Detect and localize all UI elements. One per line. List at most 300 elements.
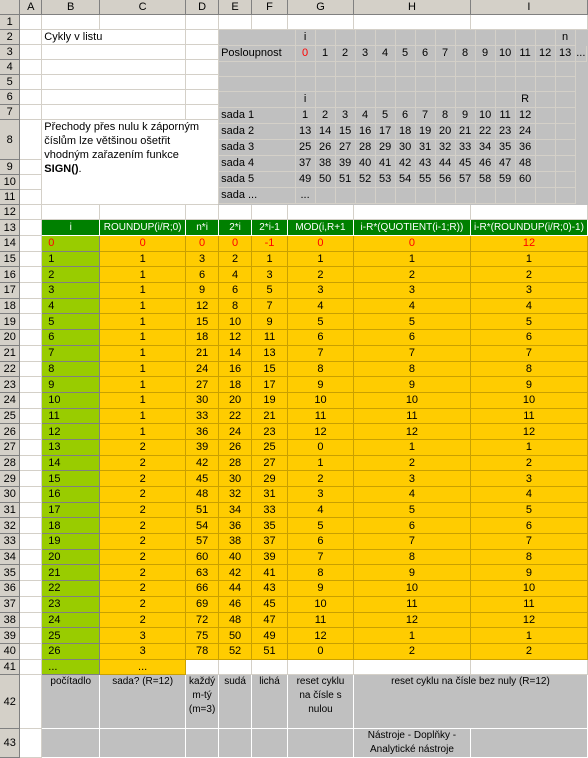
- counter-cell[interactable]: 19: [42, 534, 100, 550]
- value-cell[interactable]: 9: [288, 581, 354, 597]
- value-cell[interactable]: 1: [100, 408, 186, 424]
- value-cell[interactable]: 37: [252, 534, 288, 550]
- cell[interactable]: [186, 205, 219, 220]
- value-cell[interactable]: 28: [219, 455, 252, 471]
- value-cell[interactable]: 34: [219, 502, 252, 518]
- column-header-c[interactable]: C: [100, 0, 186, 15]
- counter-cell[interactable]: 14: [42, 455, 100, 471]
- value-cell[interactable]: 47: [252, 612, 288, 628]
- value-cell[interactable]: 1: [353, 251, 470, 267]
- value-cell[interactable]: 45: [252, 596, 288, 612]
- value-cell[interactable]: 12: [288, 424, 354, 440]
- value-cell[interactable]: 0: [100, 236, 186, 252]
- value-cell[interactable]: 17: [252, 377, 288, 393]
- cell[interactable]: [20, 643, 42, 659]
- cell[interactable]: [20, 45, 42, 60]
- counter-cell[interactable]: 25: [42, 628, 100, 644]
- counter-cell[interactable]: 6: [42, 330, 100, 346]
- counter-cell[interactable]: 8: [42, 361, 100, 377]
- cell[interactable]: [42, 105, 186, 120]
- value-cell[interactable]: 57: [186, 534, 219, 550]
- counter-cell[interactable]: 23: [42, 596, 100, 612]
- value-cell[interactable]: 2: [100, 565, 186, 581]
- value-cell[interactable]: 3: [353, 283, 470, 299]
- cell[interactable]: [20, 439, 42, 455]
- value-cell[interactable]: 0: [288, 643, 354, 659]
- value-cell[interactable]: 75: [186, 628, 219, 644]
- value-cell[interactable]: [252, 659, 288, 675]
- cell[interactable]: [20, 471, 42, 487]
- value-cell[interactable]: 2: [353, 267, 470, 283]
- value-cell[interactable]: 8: [353, 361, 470, 377]
- value-cell[interactable]: 5: [252, 283, 288, 299]
- row-header[interactable]: 33: [0, 534, 20, 550]
- value-cell[interactable]: 9: [252, 314, 288, 330]
- value-cell[interactable]: [288, 659, 354, 675]
- value-cell[interactable]: 1: [100, 298, 186, 314]
- cell[interactable]: [219, 205, 252, 220]
- cell[interactable]: [20, 30, 42, 45]
- value-cell[interactable]: 39: [252, 549, 288, 565]
- value-cell[interactable]: 4: [219, 267, 252, 283]
- value-cell[interactable]: 45: [186, 471, 219, 487]
- value-cell[interactable]: 9: [186, 283, 219, 299]
- row-header[interactable]: 38: [0, 612, 20, 628]
- counter-cell[interactable]: 20: [42, 549, 100, 565]
- value-cell[interactable]: 52: [219, 643, 252, 659]
- value-cell[interactable]: 42: [186, 455, 219, 471]
- counter-cell[interactable]: 26: [42, 643, 100, 659]
- value-cell[interactable]: [186, 659, 219, 675]
- value-cell[interactable]: 0: [186, 236, 219, 252]
- cell[interactable]: [20, 518, 42, 534]
- cell[interactable]: [20, 75, 42, 90]
- cell[interactable]: [252, 205, 288, 220]
- counter-cell[interactable]: 11: [42, 408, 100, 424]
- cell[interactable]: [42, 205, 100, 220]
- counter-cell[interactable]: 12: [42, 424, 100, 440]
- cell[interactable]: [20, 455, 42, 471]
- value-cell[interactable]: 27: [186, 377, 219, 393]
- value-cell[interactable]: 36: [219, 518, 252, 534]
- row-header[interactable]: 15: [0, 251, 20, 267]
- value-cell[interactable]: 63: [186, 565, 219, 581]
- row-header[interactable]: 21: [0, 345, 20, 361]
- cell[interactable]: [20, 190, 42, 205]
- value-cell[interactable]: 32: [219, 487, 252, 503]
- value-cell[interactable]: 3: [100, 643, 186, 659]
- value-cell[interactable]: 4: [470, 298, 587, 314]
- row-header[interactable]: 16: [0, 267, 20, 283]
- row-header[interactable]: 25: [0, 408, 20, 424]
- value-cell[interactable]: 29: [252, 471, 288, 487]
- cell[interactable]: [42, 15, 100, 30]
- value-cell[interactable]: 20: [219, 392, 252, 408]
- value-cell[interactable]: 1: [252, 251, 288, 267]
- value-cell[interactable]: 9: [353, 565, 470, 581]
- value-cell[interactable]: 7: [353, 345, 470, 361]
- value-cell[interactable]: 10: [288, 392, 354, 408]
- value-cell[interactable]: 2: [100, 518, 186, 534]
- cell[interactable]: [186, 30, 219, 45]
- value-cell[interactable]: 4: [288, 298, 354, 314]
- value-cell[interactable]: 1: [100, 361, 186, 377]
- value-cell[interactable]: 10: [288, 596, 354, 612]
- value-cell[interactable]: 2: [100, 439, 186, 455]
- value-cell[interactable]: 1: [353, 439, 470, 455]
- row-header[interactable]: 11: [0, 190, 20, 205]
- value-cell[interactable]: 41: [252, 565, 288, 581]
- cell[interactable]: [20, 205, 42, 220]
- value-cell[interactable]: 2: [100, 455, 186, 471]
- cell[interactable]: [252, 15, 288, 30]
- value-cell[interactable]: 19: [252, 392, 288, 408]
- value-cell[interactable]: 5: [353, 314, 470, 330]
- value-cell[interactable]: 60: [186, 549, 219, 565]
- value-cell[interactable]: 11: [353, 596, 470, 612]
- value-cell[interactable]: 8: [470, 361, 587, 377]
- cell[interactable]: [20, 105, 42, 120]
- cell[interactable]: [20, 251, 42, 267]
- value-cell[interactable]: 1: [353, 628, 470, 644]
- value-cell[interactable]: 43: [252, 581, 288, 597]
- value-cell[interactable]: 0: [288, 439, 354, 455]
- cell[interactable]: [20, 424, 42, 440]
- value-cell[interactable]: 4: [353, 487, 470, 503]
- value-cell[interactable]: 13: [252, 345, 288, 361]
- counter-cell[interactable]: ...: [42, 659, 100, 675]
- cell[interactable]: [20, 60, 42, 75]
- cell[interactable]: [20, 283, 42, 299]
- row-header[interactable]: 20: [0, 330, 20, 346]
- cell[interactable]: [20, 675, 42, 729]
- value-cell[interactable]: 8: [470, 549, 587, 565]
- counter-cell[interactable]: 21: [42, 565, 100, 581]
- counter-cell[interactable]: 24: [42, 612, 100, 628]
- counter-cell[interactable]: 4: [42, 298, 100, 314]
- counter-cell[interactable]: 9: [42, 377, 100, 393]
- value-cell[interactable]: 7: [470, 534, 587, 550]
- value-cell[interactable]: 6: [470, 330, 587, 346]
- value-cell[interactable]: 15: [186, 314, 219, 330]
- value-cell[interactable]: 2: [288, 267, 354, 283]
- value-cell[interactable]: 1: [100, 345, 186, 361]
- value-cell[interactable]: 5: [353, 502, 470, 518]
- row-header[interactable]: 43: [0, 729, 20, 758]
- row-header[interactable]: 27: [0, 439, 20, 455]
- value-cell[interactable]: 48: [219, 612, 252, 628]
- value-cell[interactable]: 15: [252, 361, 288, 377]
- value-cell[interactable]: 6: [353, 330, 470, 346]
- row-header[interactable]: 7: [0, 105, 20, 120]
- value-cell[interactable]: 2: [353, 643, 470, 659]
- value-cell[interactable]: 8: [288, 565, 354, 581]
- value-cell[interactable]: 25: [252, 439, 288, 455]
- value-cell[interactable]: 78: [186, 643, 219, 659]
- value-cell[interactable]: 33: [252, 502, 288, 518]
- value-cell[interactable]: 16: [219, 361, 252, 377]
- value-cell[interactable]: 2: [100, 487, 186, 503]
- value-cell[interactable]: 4: [353, 298, 470, 314]
- value-cell[interactable]: 3: [186, 251, 219, 267]
- column-header-g[interactable]: G: [288, 0, 354, 15]
- cell[interactable]: [20, 581, 42, 597]
- cell[interactable]: [20, 549, 42, 565]
- value-cell[interactable]: 5: [470, 314, 587, 330]
- value-cell[interactable]: 6: [288, 534, 354, 550]
- cell[interactable]: [186, 90, 219, 105]
- cell[interactable]: [20, 330, 42, 346]
- counter-cell[interactable]: 18: [42, 518, 100, 534]
- cell[interactable]: [353, 15, 470, 30]
- row-header[interactable]: 2: [0, 30, 20, 45]
- cell[interactable]: [20, 175, 42, 190]
- value-cell[interactable]: 3: [100, 628, 186, 644]
- value-cell[interactable]: 1: [100, 267, 186, 283]
- cell[interactable]: [186, 15, 219, 30]
- value-cell[interactable]: 1: [100, 424, 186, 440]
- value-cell[interactable]: 1: [100, 392, 186, 408]
- cell[interactable]: [20, 345, 42, 361]
- value-cell[interactable]: 10: [470, 581, 587, 597]
- value-cell[interactable]: 30: [219, 471, 252, 487]
- value-cell[interactable]: 27: [252, 455, 288, 471]
- cell[interactable]: [20, 502, 42, 518]
- value-cell[interactable]: 2: [100, 502, 186, 518]
- row-header[interactable]: 36: [0, 581, 20, 597]
- value-cell[interactable]: 1: [100, 377, 186, 393]
- value-cell[interactable]: 1: [470, 628, 587, 644]
- value-cell[interactable]: 26: [219, 439, 252, 455]
- cell[interactable]: [20, 534, 42, 550]
- value-cell[interactable]: 3: [353, 471, 470, 487]
- value-cell[interactable]: 21: [252, 408, 288, 424]
- value-cell[interactable]: 24: [186, 361, 219, 377]
- value-cell[interactable]: 2: [470, 267, 587, 283]
- column-header-i[interactable]: I: [470, 0, 587, 15]
- value-cell[interactable]: 5: [288, 314, 354, 330]
- value-cell[interactable]: 49: [252, 628, 288, 644]
- value-cell[interactable]: 9: [470, 377, 587, 393]
- value-cell[interactable]: 1: [100, 251, 186, 267]
- cell[interactable]: [20, 236, 42, 252]
- counter-cell[interactable]: 5: [42, 314, 100, 330]
- value-cell[interactable]: 18: [186, 330, 219, 346]
- value-cell[interactable]: 11: [288, 408, 354, 424]
- value-cell[interactable]: 36: [186, 424, 219, 440]
- value-cell[interactable]: 50: [219, 628, 252, 644]
- row-header[interactable]: 31: [0, 502, 20, 518]
- value-cell[interactable]: 51: [186, 502, 219, 518]
- value-cell[interactable]: 24: [219, 424, 252, 440]
- value-cell[interactable]: 2: [100, 471, 186, 487]
- cell[interactable]: [20, 408, 42, 424]
- value-cell[interactable]: 39: [186, 439, 219, 455]
- value-cell[interactable]: 1: [288, 251, 354, 267]
- value-cell[interactable]: ...: [100, 659, 186, 675]
- value-cell[interactable]: 72: [186, 612, 219, 628]
- cell[interactable]: [42, 60, 186, 75]
- counter-cell[interactable]: 3: [42, 283, 100, 299]
- cell[interactable]: [20, 15, 42, 30]
- value-cell[interactable]: 3: [470, 471, 587, 487]
- value-cell[interactable]: [353, 659, 470, 675]
- value-cell[interactable]: 54: [186, 518, 219, 534]
- value-cell[interactable]: 9: [288, 377, 354, 393]
- value-cell[interactable]: 8: [288, 361, 354, 377]
- cell[interactable]: [42, 75, 186, 90]
- value-cell[interactable]: 0: [353, 236, 470, 252]
- row-header[interactable]: 39: [0, 628, 20, 644]
- row-header[interactable]: 3: [0, 45, 20, 60]
- value-cell[interactable]: 3: [470, 283, 587, 299]
- value-cell[interactable]: 2: [100, 581, 186, 597]
- value-cell[interactable]: 7: [470, 345, 587, 361]
- cell[interactable]: [186, 105, 219, 120]
- value-cell[interactable]: 6: [219, 283, 252, 299]
- value-cell[interactable]: 12: [288, 628, 354, 644]
- row-header[interactable]: 18: [0, 298, 20, 314]
- cell[interactable]: [20, 565, 42, 581]
- cell[interactable]: [20, 659, 42, 675]
- row-header[interactable]: 4: [0, 60, 20, 75]
- value-cell[interactable]: 46: [219, 596, 252, 612]
- value-cell[interactable]: 4: [470, 487, 587, 503]
- value-cell[interactable]: 12: [219, 330, 252, 346]
- value-cell[interactable]: 10: [353, 581, 470, 597]
- row-header[interactable]: 30: [0, 487, 20, 503]
- value-cell[interactable]: 10: [353, 392, 470, 408]
- value-cell[interactable]: 3: [288, 283, 354, 299]
- value-cell[interactable]: 7: [252, 298, 288, 314]
- row-header[interactable]: 10: [0, 175, 20, 190]
- cell[interactable]: [288, 205, 354, 220]
- value-cell[interactable]: 12: [353, 612, 470, 628]
- value-cell[interactable]: 40: [219, 549, 252, 565]
- value-cell[interactable]: 6: [288, 330, 354, 346]
- value-cell[interactable]: 66: [186, 581, 219, 597]
- row-header[interactable]: 35: [0, 565, 20, 581]
- column-header-b[interactable]: B: [42, 0, 100, 15]
- value-cell[interactable]: 31: [252, 487, 288, 503]
- value-cell[interactable]: 6: [470, 518, 587, 534]
- value-cell[interactable]: 22: [219, 408, 252, 424]
- row-header[interactable]: 24: [0, 392, 20, 408]
- cell[interactable]: [100, 15, 186, 30]
- row-header[interactable]: 22: [0, 361, 20, 377]
- cell[interactable]: [42, 90, 186, 105]
- value-cell[interactable]: 12: [353, 424, 470, 440]
- value-cell[interactable]: 6: [353, 518, 470, 534]
- cell[interactable]: [186, 75, 219, 90]
- value-cell[interactable]: 10: [470, 392, 587, 408]
- value-cell[interactable]: 1: [288, 455, 354, 471]
- cell[interactable]: [288, 15, 354, 30]
- row-header[interactable]: 8: [0, 120, 20, 160]
- value-cell[interactable]: -1: [252, 236, 288, 252]
- value-cell[interactable]: 6: [186, 267, 219, 283]
- cell[interactable]: [470, 15, 587, 30]
- cell[interactable]: [20, 729, 42, 758]
- row-header[interactable]: 12: [0, 205, 20, 220]
- value-cell[interactable]: 23: [252, 424, 288, 440]
- select-all-corner[interactable]: [0, 0, 20, 15]
- value-cell[interactable]: 2: [100, 534, 186, 550]
- row-header[interactable]: 32: [0, 518, 20, 534]
- row-header[interactable]: 29: [0, 471, 20, 487]
- row-header[interactable]: 40: [0, 643, 20, 659]
- value-cell[interactable]: 14: [219, 345, 252, 361]
- cell[interactable]: [186, 45, 219, 60]
- row-header[interactable]: 28: [0, 455, 20, 471]
- cell[interactable]: [20, 314, 42, 330]
- value-cell[interactable]: 5: [470, 502, 587, 518]
- value-cell[interactable]: 1: [100, 314, 186, 330]
- counter-cell[interactable]: 17: [42, 502, 100, 518]
- value-cell[interactable]: 2: [219, 251, 252, 267]
- value-cell[interactable]: 69: [186, 596, 219, 612]
- value-cell[interactable]: 44: [219, 581, 252, 597]
- row-header[interactable]: 1: [0, 15, 20, 30]
- value-cell[interactable]: 2: [100, 612, 186, 628]
- row-header[interactable]: 23: [0, 377, 20, 393]
- value-cell[interactable]: 2: [470, 455, 587, 471]
- counter-cell[interactable]: 10: [42, 392, 100, 408]
- value-cell[interactable]: 4: [288, 502, 354, 518]
- cell[interactable]: [20, 267, 42, 283]
- value-cell[interactable]: 11: [470, 408, 587, 424]
- value-cell[interactable]: 5: [288, 518, 354, 534]
- row-header[interactable]: 13: [0, 220, 20, 236]
- counter-cell[interactable]: 13: [42, 439, 100, 455]
- value-cell[interactable]: 2: [100, 549, 186, 565]
- row-header[interactable]: 19: [0, 314, 20, 330]
- cell[interactable]: [20, 220, 42, 236]
- value-cell[interactable]: 8: [219, 298, 252, 314]
- cell[interactable]: [20, 596, 42, 612]
- cell[interactable]: [42, 45, 186, 60]
- value-cell[interactable]: 2: [288, 471, 354, 487]
- value-cell[interactable]: [470, 659, 587, 675]
- value-cell[interactable]: 30: [186, 392, 219, 408]
- value-cell[interactable]: 1: [470, 439, 587, 455]
- column-header-e[interactable]: E: [219, 0, 252, 15]
- cell[interactable]: [353, 205, 470, 220]
- value-cell[interactable]: 33: [186, 408, 219, 424]
- value-cell[interactable]: 2: [353, 455, 470, 471]
- value-cell[interactable]: 12: [186, 298, 219, 314]
- row-header[interactable]: 9: [0, 160, 20, 175]
- cell[interactable]: [20, 160, 42, 175]
- value-cell[interactable]: 1: [100, 330, 186, 346]
- counter-cell[interactable]: 16: [42, 487, 100, 503]
- value-cell[interactable]: 2: [470, 643, 587, 659]
- column-header-a[interactable]: A: [20, 0, 42, 15]
- cell[interactable]: [186, 60, 219, 75]
- value-cell[interactable]: 12: [470, 612, 587, 628]
- counter-cell[interactable]: 22: [42, 581, 100, 597]
- row-header[interactable]: 14: [0, 236, 20, 252]
- value-cell[interactable]: 3: [288, 487, 354, 503]
- cell[interactable]: [20, 298, 42, 314]
- value-cell[interactable]: 9: [470, 565, 587, 581]
- value-cell[interactable]: 7: [288, 549, 354, 565]
- value-cell[interactable]: 11: [470, 596, 587, 612]
- value-cell[interactable]: 11: [353, 408, 470, 424]
- cell[interactable]: [470, 205, 587, 220]
- value-cell[interactable]: 21: [186, 345, 219, 361]
- cell[interactable]: [20, 120, 42, 160]
